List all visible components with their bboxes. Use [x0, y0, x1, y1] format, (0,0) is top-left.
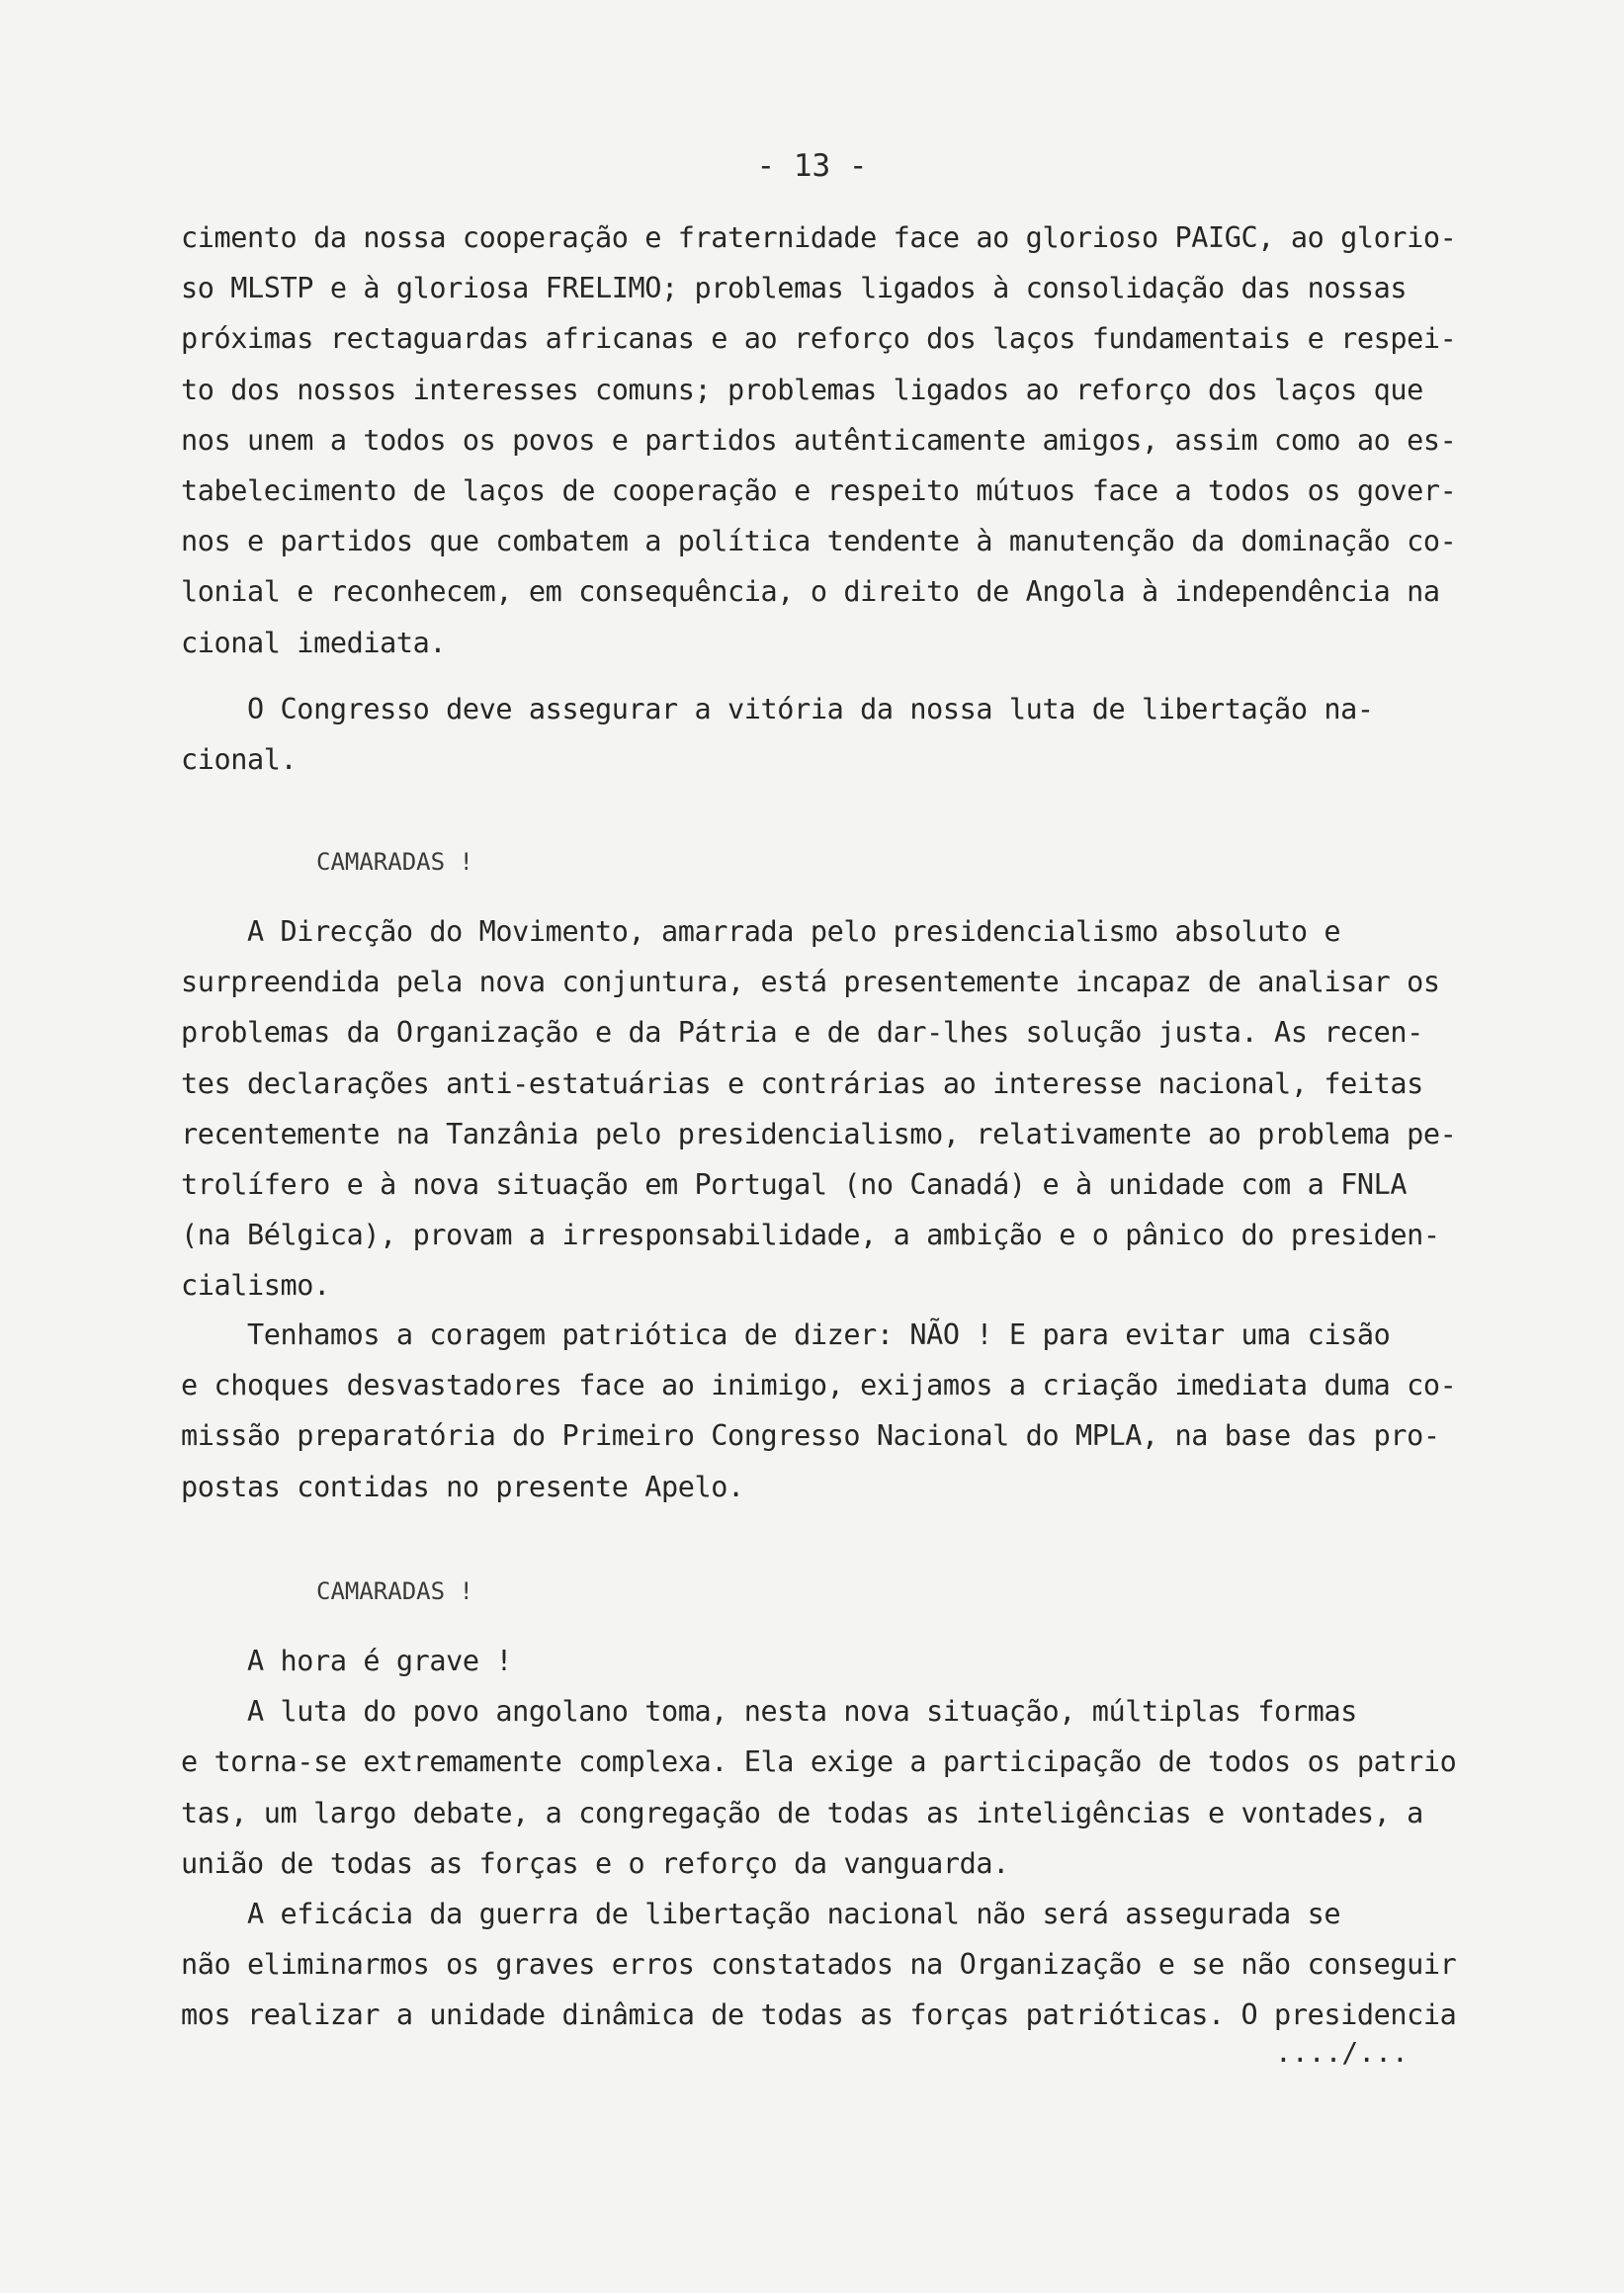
- text-line: Tenhamos a coragem patriótica de dizer: NÃO ! E para evitar uma cisão: [181, 1318, 1391, 1351]
- text-line: não eliminarmos os graves erros constatados na Organização e se não conseguir: [181, 1948, 1457, 1982]
- text-line: A luta do povo angolano toma, nesta nova situação, múltiplas formas: [181, 1695, 1357, 1729]
- text-line: (na Bélgica), provam a irresponsabilidade, a ambição e o pânico do presiden-: [181, 1219, 1440, 1252]
- text-line: surpreendida pela nova conjuntura, está presentemente incapaz de analisar os: [181, 966, 1440, 999]
- text-line: so MLSTP e à gloriosa FRELIMO; problemas ligados à consolidação das nossas: [181, 272, 1408, 305]
- paragraph-1: [181, 212, 1525, 668]
- text-line: mos realizar a unidade dinâmica de todas as forças patrióticas. O presidencia: [181, 1998, 1457, 2032]
- text-line: e torna-se extremamente complexa. Ela exige a participação de todos os patrio: [181, 1745, 1457, 1779]
- text-line: lonial e reconhecem, em consequência, o direito de Angola à independência na: [181, 575, 1440, 609]
- text-line: cional.: [181, 743, 298, 777]
- text-line: postas contidas no presente Apelo.: [181, 1470, 744, 1503]
- text-line: nos unem a todos os povos e partidos autênticamente amigos, assim como ao es-: [181, 423, 1457, 457]
- text-line: tes declarações anti-estatuárias e contrárias ao interesse nacional, feitas: [181, 1066, 1423, 1100]
- text-line: to dos nossos interesses comuns; problemas ligados ao reforço dos laços que: [181, 373, 1423, 406]
- text-line: cialismo.: [181, 1269, 330, 1303]
- paragraph-3: [181, 906, 1525, 1312]
- text-line: e choques desvastadores face ao inimigo, exijamos a criação imediata duma co-: [181, 1369, 1457, 1402]
- text-line: O Congresso deve assegurar a vitória da nossa luta de libertação na-: [181, 693, 1374, 725]
- text-line: missão preparatória do Primeiro Congresso Nacional do MPLA, na base das pro-: [181, 1419, 1440, 1453]
- text-line: nos e partidos que combatem a política tendente à manutenção da dominação co-: [181, 525, 1457, 558]
- text-line: A hora é grave !: [181, 1645, 513, 1677]
- text-line: A Direcção do Movimento, amarrada pelo presidencialismo absoluto e: [181, 915, 1341, 948]
- text-line: recentemente na Tanzânia pelo presidencialismo, relativamente ao problema pe-: [181, 1117, 1457, 1150]
- continuation-mark: ..../...: [1275, 2036, 1409, 2069]
- text-line: cimento da nossa cooperação e fraternidade face ao glorioso PAIGC, ao glorio-: [181, 221, 1457, 254]
- text-line: problemas da Organização e da Pátria e de dar-lhes solução justa. As recen-: [181, 1016, 1423, 1050]
- text-line: união de todas as forças e o reforço da vanguarda.: [181, 1846, 1009, 1880]
- text-line: tas, um largo debate, a congregação de todas as inteligências e vontades, a: [181, 1796, 1423, 1829]
- text-line: próximas rectaguardas africanas e ao reforço dos laços fundamentais e respei-: [181, 322, 1457, 356]
- paragraph-2: [181, 684, 1525, 785]
- paragraph-5: [181, 1636, 1525, 2041]
- text-line: A eficácia da guerra de libertação nacional não será assegurada se: [181, 1897, 1341, 1930]
- page-number: - 13 -: [756, 148, 868, 184]
- text-line: trolífero e à nova situação em Portugal (no Canadá) e à unidade com a FNLA: [181, 1167, 1408, 1201]
- text-line: cional imediata.: [181, 626, 447, 659]
- paragraph-4: [181, 1310, 1525, 1512]
- text-line: tabelecimento de laços de cooperação e respeito mútuos face a todos os gover-: [181, 473, 1457, 507]
- section-heading: CAMARADAS !: [316, 1577, 473, 1605]
- section-heading: CAMARADAS !: [316, 848, 473, 876]
